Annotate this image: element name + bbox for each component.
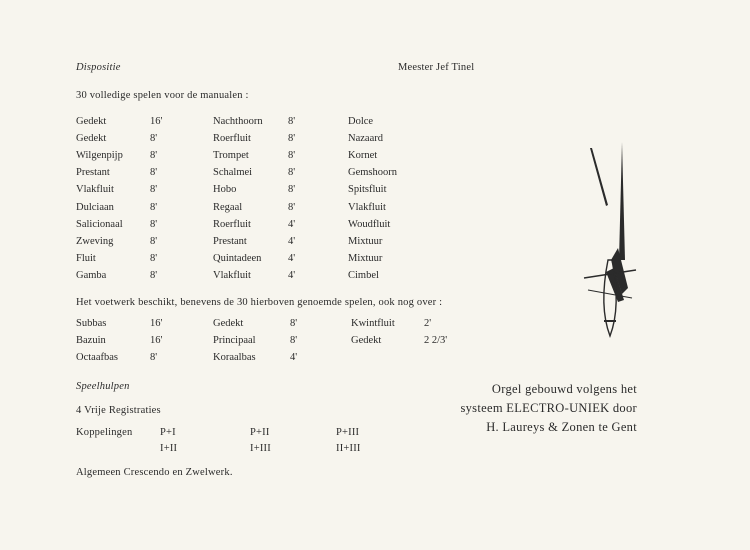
stop-name: Nazaard	[348, 133, 383, 145]
stop-pitch: 8'	[288, 167, 296, 179]
stop-name: Dulciaan	[76, 201, 114, 213]
stop-name: Nachthoorn	[213, 116, 263, 127]
stop-pitch: 16'	[150, 335, 163, 346]
aids-title: Speelhulpen	[76, 381, 130, 392]
stop-name: Kornet	[348, 150, 378, 162]
stop-pitch: 8'	[150, 133, 158, 145]
stop-pitch: 8'	[288, 184, 296, 196]
stop-pitch: 8'	[288, 150, 296, 162]
stop-name: Dolce	[348, 116, 374, 127]
coupler-item: P+II	[250, 427, 270, 438]
stop-pitch: 8'	[150, 235, 158, 247]
stop-pitch: 8'	[290, 335, 298, 346]
stop-pitch: 8'	[150, 269, 158, 281]
stop-name: Gedekt	[213, 318, 244, 329]
stop-name: Prestant	[213, 235, 247, 247]
stop-name: Vlakfluit	[348, 201, 386, 213]
coupler-item: P+I	[160, 427, 176, 438]
stop-pitch: 16'	[150, 116, 163, 127]
stop-name: Quintadeen	[213, 252, 262, 264]
stop-pitch: 8'	[288, 201, 296, 213]
stop-name: Wilgenpijp	[76, 150, 123, 162]
stop-name: Koraalbas	[213, 352, 256, 363]
stop-pitch: 8'	[150, 167, 158, 179]
stop-pitch: 4'	[288, 269, 296, 281]
stop-name: Regaal	[213, 201, 243, 213]
stop-name: Gedekt	[76, 133, 107, 145]
stop-name: Cimbel	[348, 269, 379, 281]
stop-pitch: 4'	[288, 252, 296, 264]
stop-pitch: 4'	[288, 235, 296, 247]
stop-pitch: 4'	[290, 352, 298, 363]
stop-name: Subbas	[76, 318, 107, 329]
stop-name: Schalmei	[213, 167, 253, 179]
stop-name: Gamba	[76, 269, 107, 281]
stop-name: Bazuin	[76, 335, 106, 346]
builder-line-2: systeem ELECTRO-UNIEK door	[460, 401, 637, 415]
stop-pitch: 16'	[150, 318, 163, 329]
stop-pitch: 8'	[288, 133, 296, 145]
couplers-label: Koppelingen	[76, 427, 133, 438]
section-title: Dispositie	[76, 62, 121, 73]
stop-pitch: 8'	[150, 218, 158, 230]
stop-name: Roerfluit	[213, 218, 251, 230]
stop-pitch: 4'	[288, 218, 296, 230]
builder-line-1: Orgel gebouwd volgens het	[491, 382, 637, 396]
stop-name: Hobo	[213, 184, 237, 196]
stop-name: Woudfluit	[348, 218, 391, 230]
stop-name: Vlakfluit	[76, 184, 114, 196]
stop-name: Fluit	[76, 252, 96, 264]
stop-pitch: 8'	[290, 318, 298, 329]
registrations-text: 4 Vrije Registraties	[76, 405, 161, 416]
stop-pitch: 8'	[150, 184, 158, 196]
stop-pitch: 2'	[424, 318, 432, 329]
stop-name: Vlakfluit	[213, 269, 251, 281]
stop-name: Trompet	[213, 150, 249, 162]
stop-name: Kwintfluit	[351, 318, 395, 329]
organ-pipe-emblem-icon	[578, 140, 648, 345]
coupler-item: I+II	[160, 443, 178, 454]
stop-name: Salicionaal	[76, 218, 123, 230]
stop-name: Mixtuur	[348, 252, 383, 264]
coupler-item: I+III	[250, 443, 271, 454]
stop-name: Octaafbas	[76, 352, 118, 363]
builder-line-3: H. Laureys & Zonen te Gent	[486, 420, 637, 434]
stop-name: Mixtuur	[348, 235, 383, 247]
stop-name: Gedekt	[351, 335, 382, 346]
stop-name: Roerfluit	[213, 133, 251, 145]
stop-name: Prestant	[76, 167, 110, 179]
coupler-item: P+III	[336, 427, 360, 438]
pedal-intro: Het voetwerk beschikt, benevens de 30 hierboven genoemde spelen, ook nog over :	[76, 297, 443, 308]
stop-name: Gemshoorn	[348, 167, 397, 179]
stop-name: Gedekt	[76, 116, 107, 127]
author-name: Meester Jef Tinel	[398, 62, 475, 73]
stop-name: Zweving	[76, 235, 114, 247]
stop-name: Spitsfluit	[348, 184, 387, 196]
crescendo-text: Algemeen Crescendo en Zwelwerk.	[76, 467, 233, 478]
stop-pitch: 8'	[150, 150, 158, 162]
stop-pitch: 8'	[150, 201, 158, 213]
stop-pitch: 2 2/3'	[424, 335, 448, 346]
manuals-intro: 30 volledige spelen voor de manualen :	[76, 90, 249, 101]
coupler-item: II+III	[336, 443, 361, 454]
stop-pitch: 8'	[150, 252, 158, 264]
stop-name: Principaal	[213, 335, 256, 346]
stop-pitch: 8'	[150, 352, 158, 363]
stop-pitch: 8'	[288, 116, 296, 127]
